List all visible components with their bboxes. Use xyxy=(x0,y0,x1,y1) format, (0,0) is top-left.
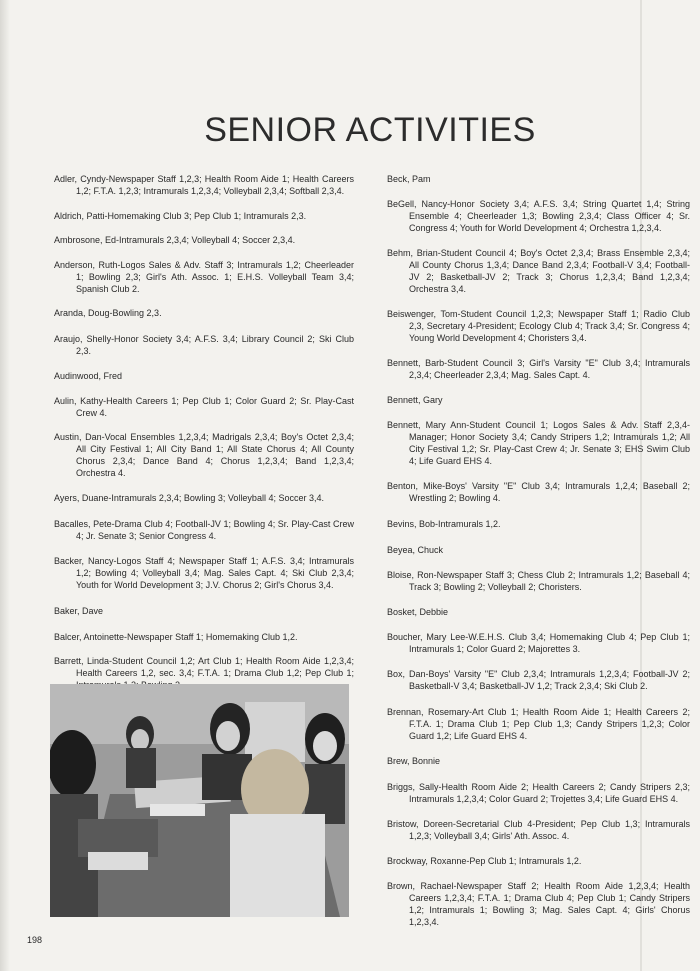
page-number: 198 xyxy=(27,935,43,945)
senior-entry: Beiswenger, Tom-Student Council 1,2,3; Newspaper Staff 1; Radio Club 2,3, Secretary 4-President; Ecology Club 4; Track 3,4; Sr. Congress 4; Young World Development 4; Choristers 3,4. xyxy=(387,309,690,343)
senior-entry: Brennan, Rosemary-Art Club 1; Health Room Aide 1; Health Careers 2; F.T.A. 1; Drama Club 1; Pep Club 1,3; Candy Stripers 1,2,3; Color Guard 1,2; Life Guard EHS 4. xyxy=(387,707,690,741)
senior-entry: Ayers, Duane-Intramurals 2,3,4; Bowling 3; Volleyball 4; Soccer 3,4. xyxy=(54,493,324,503)
senior-entry: Audinwood, Fred xyxy=(54,371,123,381)
senior-entry: Backer, Nancy-Logos Staff 4; Newspaper Staff 1; A.F.S. 3,4; Intramurals 1,2; Bowling 4; Volleyball 3,4; Mag. Sales Capt. 4; Ski Club 2,3,4; Youth for World Development 3; J.V. Chorus 2; Girl's Chorus 3,4. xyxy=(54,556,354,590)
senior-entry: Barrett, Linda-Student Council 1,2; Art Club 1; Health Room Aide 1,2,3,4; Health Careers 1,2, sec. 3,4; F.T.A. 1; Drama Club 1,2; Pep Club 1; xyxy=(54,656,354,678)
senior-entry: Bennett, Barb-Student Council 3; Girl's Varsity "E" Club 3,4; Intramurals 2,3,4; Cheerleader 2,3,4; Mag. Sales Capt. 4. xyxy=(387,358,690,380)
senior-entry: Araujo, Shelly-Honor Society 3,4; A.F.S. 3,4; Library Council 2; Ski Club 2,3. xyxy=(54,334,354,356)
senior-entry: Bevins, Bob-Intramurals 1,2. xyxy=(387,519,501,529)
senior-entry: Ambrosone, Ed-Intramurals 2,3,4; Volleyball 4; Soccer 2,3,4. xyxy=(54,235,296,245)
senior-entry: Briggs, Sally-Health Room Aide 2; Health Careers 2; Candy Stripers 2,3; Intramurals 1,2,3,4; Color Guard 2; Trojettes 3,4; Life Guard EHS 4. xyxy=(387,782,690,804)
senior-entry: Benton, Mike-Boys' Varsity "E" Club 3,4; Intramurals 1,2,4; Baseball 2; Wrestling 2; Bowling 4. xyxy=(387,481,690,503)
senior-entry: Brew, Bonnie xyxy=(387,756,441,766)
senior-entry: Bennett, Gary xyxy=(387,395,443,405)
senior-entry: Bloise, Ron-Newspaper Staff 3; Chess Club 2; Intramurals 1,2; Baseball 4; Track 3; Bowling 2; Volleyball 2; Choristers. xyxy=(387,570,690,592)
senior-entry: Behm, Brian-Student Council 4; Boy's Octet 2,3,4; Brass Ensemble 2,3,4; All County Chorus 1,3,4; Dance Band 2,3,4; Football-V 3,4; Football-JV 2; Basketball-JV 2; Track 3; Chorus 1,2,3,4; Band 1,2,3,4; Orchestra 3,4. xyxy=(387,248,690,294)
senior-entry: Aulin, Kathy-Health Careers 1; Pep Club 1; Color Guard 2; Sr. Play-Cast Crew 4. xyxy=(54,396,354,418)
senior-entry: Boucher, Mary Lee-W.E.H.S. Club 3,4; Homemaking Club 4; Pep Club 1; Intramurals 1; Color Guard 2; Majorettes 3. xyxy=(387,632,690,654)
right-column xyxy=(387,173,690,928)
senior-entry: Brockway, Roxanne-Pep Club 1; Intramurals 1,2. xyxy=(387,856,582,866)
senior-entry: Aldrich, Patti-Homemaking Club 3; Pep Club 1; Intramurals 2,3. xyxy=(54,211,307,221)
senior-entry: Bosket, Debbie xyxy=(387,607,449,617)
senior-entry: Aranda, Doug-Bowling 2,3. xyxy=(54,308,162,318)
students-photo xyxy=(50,684,349,917)
senior-entry: BeGell, Nancy-Honor Society 3,4; A.F.S. 3,4; String Quartet 1,4; String Ensemble 4; Cheerleader 1,3; Bowling 2,3,4; Class Officer 4; Sr. Congress 4; Youth for World Development 4; Orchestra 1,2,3,4. xyxy=(387,199,690,233)
senior-entry: Adler, Cyndy-Newspaper Staff 1,2,3; Health Room Aide 1; Health Careers 1,2; F.T.A. 1,2,3; Intramurals 1,2,3,4; Volleyball 2,3,4; Softball 2,3,4. xyxy=(54,174,354,196)
senior-entry: Bristow, Doreen-Secretarial Club 4-President; Pep Club 1,3; Intramurals 1,2,3; Volleyball 3,4; Girls' Ath. Assoc. 4. xyxy=(387,819,690,841)
senior-entry: Baker, Dave xyxy=(54,606,104,616)
students-at-table-photo xyxy=(50,684,349,917)
senior-entry: Beck, Pam xyxy=(387,174,431,184)
senior-entry: Anderson, Ruth-Logos Sales & Adv. Staff 3; Intramurals 1,2; Cheerleader 1; Bowling 2,3; Girl's Ath. Assoc. 1; E.H.S. Volleyball Team 3,4; Spanish Club 2. xyxy=(54,260,354,294)
page-title: SENIOR ACTIVITIES xyxy=(204,110,536,149)
senior-entry: Box, Dan-Boys' Varsity "E" Club 2,3,4; Intramurals 1,2,3,4; Football-JV 2; Basketball-V 3,4; Basketball-JV 1,2; Track 2,3,4; Ski Club 2. xyxy=(387,669,690,691)
senior-entry: Bacalles, Pete-Drama Club 4; Football-JV 1; Bowling 4; Sr. Play-Cast Crew 4; Jr. Senate 3; Senior Congress 4. xyxy=(54,519,354,541)
senior-entry: Bennett, Mary Ann-Student Council 1; Logos Sales & Adv. Staff 2,3,4-Manager; Honor Society 3,4; Candy Stripers 1,2; Intramurals 1,2; All City Festival 1,2; Sr. Play-Cast Crew 4; Jr. Senate 3; EHS Swim Club 4; Life Guard EHS 4. xyxy=(387,420,690,466)
senior-entry: Brown, Rachael-Newspaper Staff 2; Health Room Aide 1,2,3,4; Health Careers 1,2,3,4; F.T.A. 1; Drama Club 4; Pep Club 1; Candy Stripers 1,2; Intramurals 1; Bowling 3; Mag. Sales Capt. 4; Girls' Chorus 1,2,3,4. xyxy=(387,881,690,927)
senior-entry: Austin, Dan-Vocal Ensembles 1,2,3,4; Madrigals 2,3,4; Boy's Octet 2,3,4; All City Festival 1; All City Band 1; All State Chorus 4; All County Chorus 2,3,4; Dance Band 4; Chorus 1,2,3,4; Band 1,2,3,4; Orchestra 4. xyxy=(54,432,354,478)
left-column xyxy=(54,173,354,691)
senior-entry: Balcer, Antoinette-Newspaper Staff 1; Homemaking Club 1,2. xyxy=(54,632,298,642)
senior-entry: Beyea, Chuck xyxy=(387,545,444,555)
